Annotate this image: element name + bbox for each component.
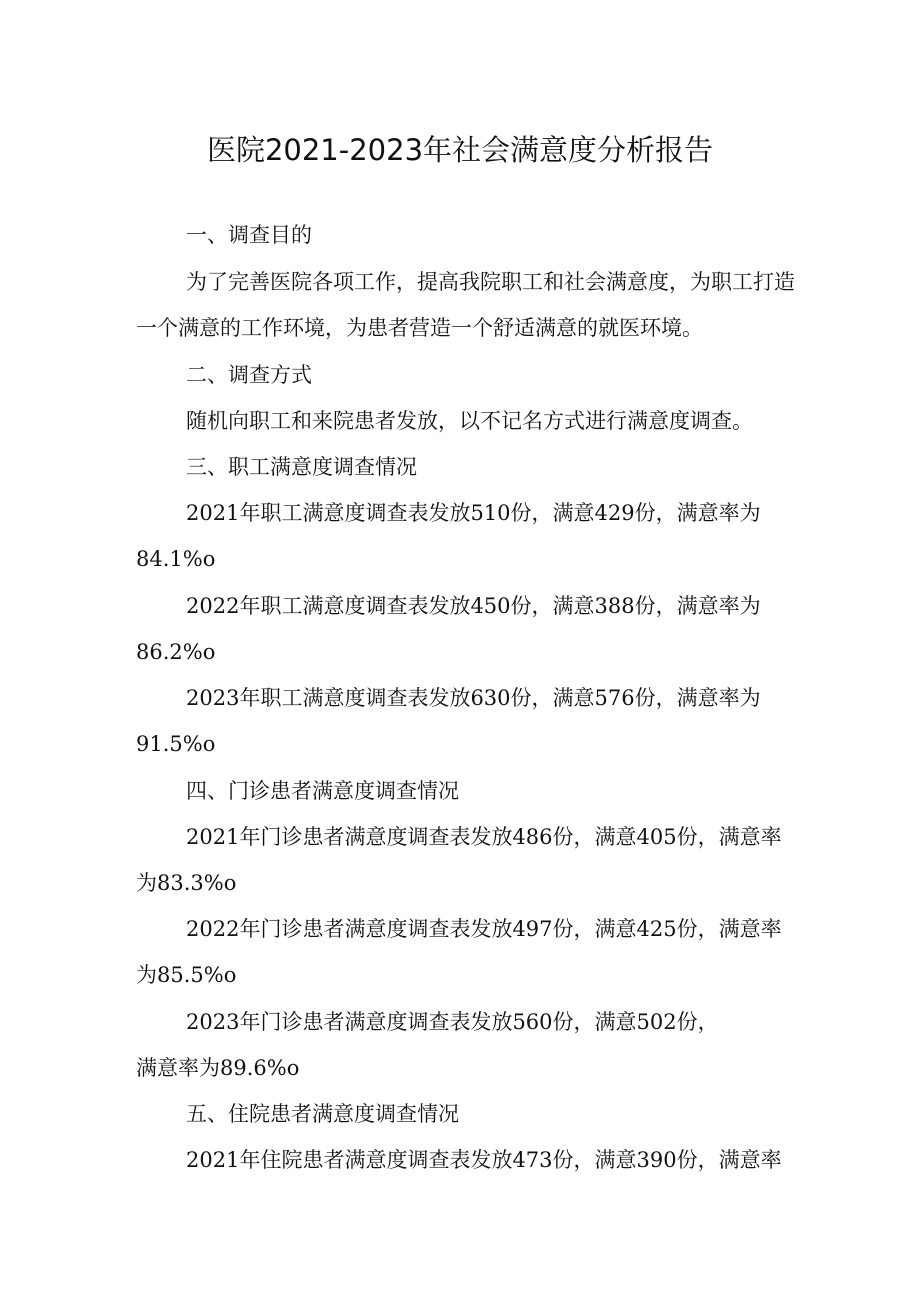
section-heading: 一、调查目的: [186, 223, 312, 247]
section-heading: 二、调查方式: [186, 363, 312, 387]
paragraph-line: 84.1%o: [136, 547, 216, 571]
paragraph-line: 2021年住院患者满意度调查表发放473份，满意390份，满意率: [186, 1148, 782, 1172]
paragraph-line: 2021年门诊患者满意度调查表发放486份，满意405份，满意率: [186, 825, 782, 849]
paragraph-line: 2023年职工满意度调查表发放630份，满意576份，满意率为: [186, 686, 761, 710]
paragraph-line: 为85.5%o: [136, 963, 237, 987]
document-title: 医院2021-2023年社会满意度分析报告: [206, 133, 714, 167]
paragraph-line: 2022年职工满意度调查表发放450份，满意388份，满意率为: [186, 594, 761, 618]
paragraph-line: 为83.3%o: [136, 871, 237, 895]
section-heading: 四、门诊患者满意度调查情况: [186, 779, 459, 803]
paragraph-line: 86.2%o: [136, 640, 216, 664]
paragraph-line: 为了完善医院各项工作，提高我院职工和社会满意度，为职工打造: [186, 270, 795, 294]
paragraph-line: 满意率为89.6%o: [136, 1056, 300, 1080]
paragraph-line: 2021年职工满意度调查表发放510份，满意429份，满意率为: [186, 501, 761, 525]
paragraph-line: 一个满意的工作环境，为患者营造一个舒适满意的就医环境。: [136, 316, 703, 340]
paragraph-line: 2023年门诊患者满意度调查表发放560份，满意502份，: [186, 1010, 719, 1034]
paragraph-line: 随机向职工和来院患者发放，以不记名方式进行满意度调查。: [186, 409, 753, 433]
section-heading: 三、职工满意度调查情况: [186, 455, 417, 479]
section-heading: 五、住院患者满意度调查情况: [186, 1102, 459, 1126]
paragraph-line: 2022年门诊患者满意度调查表发放497份，满意425份，满意率: [186, 917, 782, 941]
paragraph-line: 91.5%o: [136, 732, 216, 756]
